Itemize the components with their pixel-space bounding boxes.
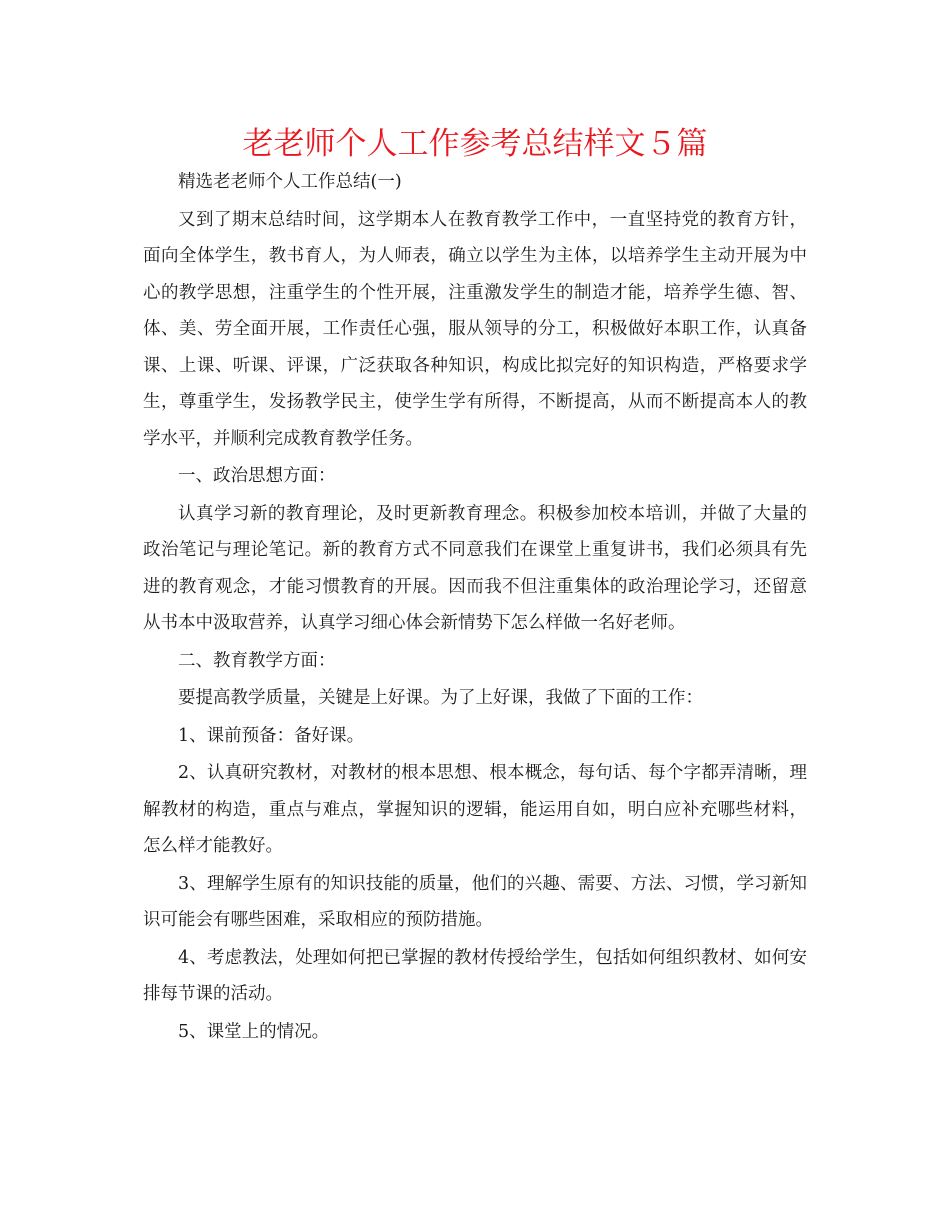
list-item-5: 5、课堂上的情况。 xyxy=(178,1021,330,1042)
section-heading-summary-one: 精选老老师个人工作总结(一) xyxy=(178,172,402,192)
list-item-3: 3、理解学生原有的知识技能的质量，他们的兴趣、需要、方法、习惯，学习新知识可能会有哪些困难，采取相应的预防措施。 xyxy=(143,873,807,930)
section-heading-politics: 一、政治思想方面： xyxy=(178,466,336,486)
paragraph-intro: 又到了期末总结时间，这学期本人在教育教学工作中，一直坚持党的教育方针，面向全体学生，教书育人，为人师表，确立以学生为主体，以培养学生主动开展为中心的教学思想，注重学生的个性开展，注重激发学生的制造才能，培养学生德、智、体、美、劳全面开展，工作责任心强，服从领导的分工，积极做好本职工作，认真备课、上课、听课、评课，广泛获取各种知识，构成比拟完好的知识构造，严格要求学生，尊重学生，发扬教学民主，使学生学有所得，不断提高，从而不断提高本人的教学水平，并顺利完成教育教学任务。 xyxy=(143,209,807,449)
list-item-1: 1、课前预备：备好课。 xyxy=(178,725,365,746)
document-body xyxy=(143,164,807,1050)
list-item-2: 2、认真研究教材，对教材的根本思想、根本概念，每句话、每个字都弄清晰，理解教材的构造，重点与难点，掌握知识的逻辑，能运用自如，明白应补充哪些材料，怎么样才能教好。 xyxy=(143,763,807,856)
paragraph-politics: 认真学习新的教育理论，及时更新教育理念。积极参加校本培训，并做了大量的政治笔记与理论笔记。新的教育方式不同意我们在课堂上重复讲书，我们必须具有先进的教育观念，才能习惯教育的开展。因而我不但注重集体的政治理论学习，还留意从书本中汲取营养，认真学习细心体会新情势下怎么样做一名好老师。 xyxy=(143,503,807,633)
section-heading-teaching: 二、教育教学方面： xyxy=(178,650,336,671)
document-title: 老老师个人工作参考总结样文５篇 xyxy=(242,126,708,162)
list-item-4: 4、考虑教法，处理如何把已掌握的教材传授给学生，包括如何组织教材、如何安排每节课的活动。 xyxy=(143,947,807,1004)
paragraph-teaching-intro: 要提高教学质量，关键是上好课。为了上好课，我做了下面的工作： xyxy=(178,688,703,708)
